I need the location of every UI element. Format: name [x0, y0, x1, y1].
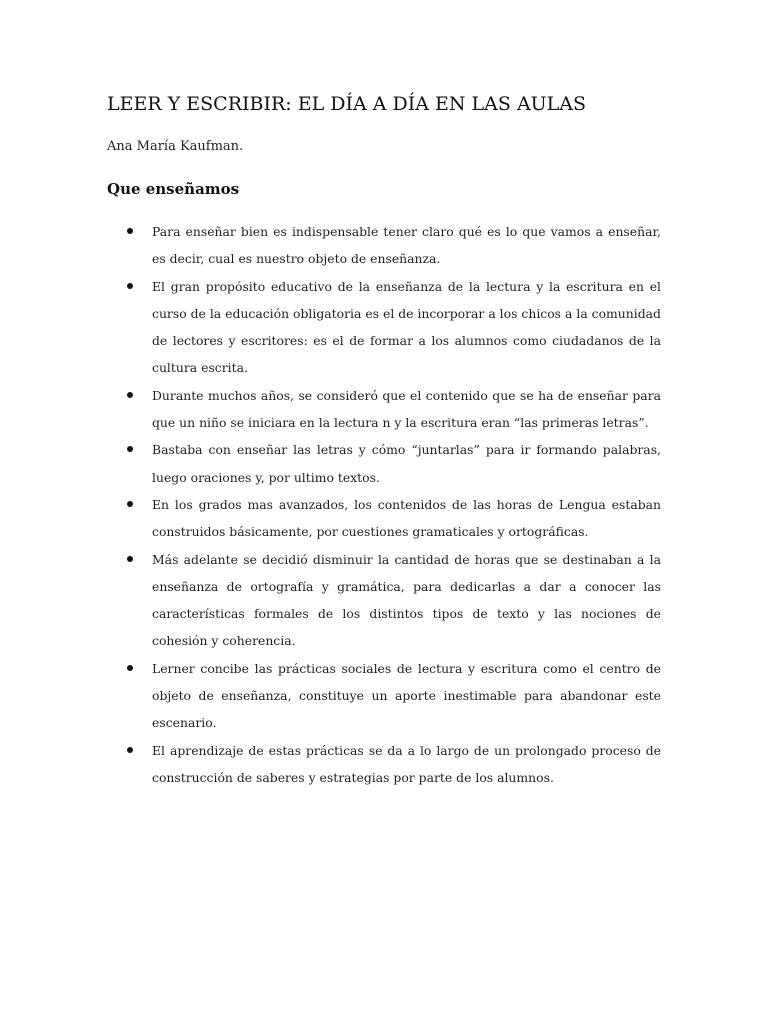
bullet-item — [125, 382, 661, 437]
bullet-text: Más adelante se decidió disminuir la cantidad de horas que se destinaban a la enseñanza de ortografía y gramática, para dedicarlas a dar a conocer las características formales de los distintos tipos de texto y las nociones de cohesión y coherencia. — [152, 551, 661, 649]
document-title: LEER Y ESCRIBIR: EL DÍA A DÍA EN LAS AULAS — [107, 93, 587, 115]
bullet-dot-icon — [127, 665, 133, 671]
bullet-item — [125, 737, 661, 792]
bullet-dot-icon — [127, 446, 133, 452]
bullet-text: Durante muchos años, se consideró que el contenido que se ha de enseñar para que un niño se iniciara en la lectura n y la escritura eran “las primeras letras”. — [152, 387, 661, 431]
bullet-item — [125, 491, 661, 546]
bullet-dot-icon — [127, 556, 133, 562]
bullet-item — [125, 273, 661, 382]
bullet-text: Bastaba con enseñar las letras y cómo “juntarlas” para ir formando palabras, luego oraciones y, por ultimo textos. — [152, 442, 661, 485]
bullet-text: Lerner concibe las prácticas sociales de lectura y escritura como el centro de objeto de enseñanza, constituye un aporte inestimable para abandonar este escenario. — [152, 660, 661, 731]
bullet-dot-icon — [127, 501, 133, 507]
bullet-item — [125, 546, 661, 655]
bullet-item — [125, 218, 661, 273]
bullet-list — [125, 218, 661, 791]
author-name: Ana María Kaufman. — [107, 139, 244, 154]
bullet-text: El aprendizaje de estas prácticas se da a lo largo de un prolongado proceso de construcción de saberes y estrategias por parte de los alumnos. — [152, 742, 661, 785]
section-heading: Que enseñamos — [107, 180, 240, 198]
bullet-text: Para enseñar bien es indispensable tener claro qué es lo que vamos a enseñar, es decir, cual es nuestro objeto de enseñanza. — [152, 224, 661, 267]
bullet-dot-icon — [127, 283, 133, 289]
bullet-text: En los grados mas avanzados, los contenidos de las horas de Lengua estaban construidos básicamente, por cuestiones gramaticales y ortográficas. — [152, 496, 661, 540]
bullet-dot-icon — [127, 392, 133, 398]
bullet-item — [125, 436, 661, 491]
bullet-text: El gran propósito educativo de la enseñanza de la lectura y la escritura en el curso de la educación obligatoria es el de incorporar a los chicos a la comunidad de lectores y escritores: es el de formar a los alumnos como ciudadanos de la cultura escrita. — [152, 278, 661, 376]
bullet-dot-icon — [127, 747, 133, 753]
bullet-dot-icon — [127, 228, 133, 234]
bullet-item — [125, 655, 661, 737]
